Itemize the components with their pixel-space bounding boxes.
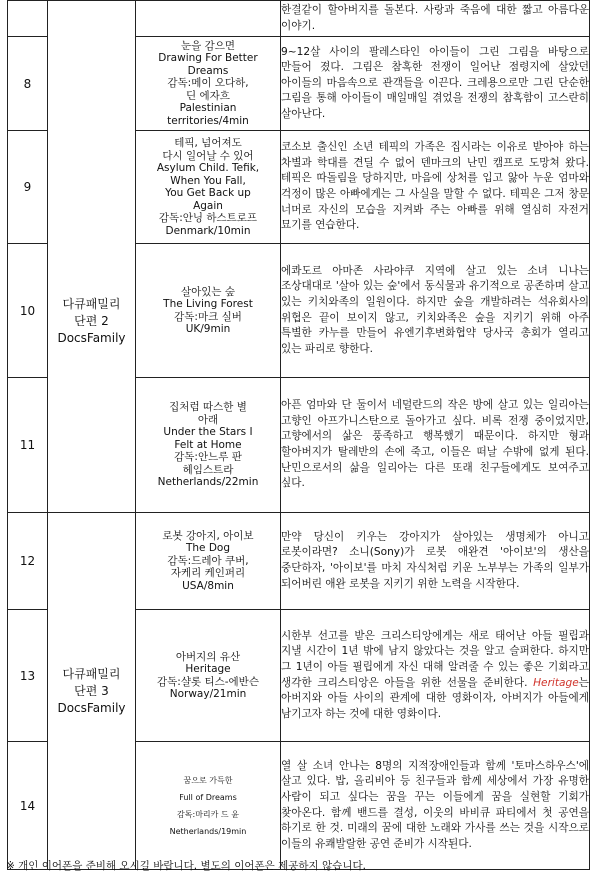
film-title-line: 감독:샬롯 티스-에반슨 bbox=[157, 675, 259, 688]
film-synopsis: 열 살 소녀 안나는 8명의 지적장애인들과 함께 '토마스하우스'에 살고 있다. 밥, 올리비아 등 친구들과 함께 세상에서 가장 유명한 사람이 되고 싶다는 꿈을 꾸는 이들에게 꿈을 실현할 기회가 찾아온다. 함께 밴드를 결성, 이웃의 바비큐 파티에서 첫 공연을 하기로 한 것. 미래의 꿈에 대한 노래와 가사를 쓰는 것을 시작으로 이들의 유쾌발랄한 공연 준비가 시작된다. bbox=[281, 742, 590, 870]
program-row bbox=[8, 513, 590, 610]
program-number: 9 bbox=[8, 131, 48, 244]
program-number bbox=[8, 1, 48, 37]
synopsis-text: 는 아버지와 아들 사이의 관계에 대한 영화이자, 아버지가 아들에게 남기고자 하는 것에 대한 영화이다. bbox=[281, 676, 589, 720]
film-title-line: 감독:드레아 쿠버, bbox=[167, 554, 249, 567]
film-title-line: Under the Stars I bbox=[163, 426, 253, 439]
film-title-cell bbox=[136, 37, 281, 131]
film-title-line: 집처럼 따스한 별 bbox=[169, 401, 247, 414]
film-title-line: Denmark/10min bbox=[165, 224, 251, 237]
category-label: DocsFamily bbox=[57, 700, 126, 715]
program-number: 10 bbox=[8, 244, 48, 378]
film-synopsis: 9~12살 사이의 팔레스타인 아이들이 그린 그림을 바탕으로 만들어 졌다. 그림은 참혹한 전쟁이 일어난 점령지에 살았던 아이들의 마음속으로 관객들을 이끈다. 크레용으로만 그린 단순한 그림을 통해 아이들이 매일매일 겪었을 전쟁의 참혹함이 고스란히 살아난다. bbox=[281, 37, 590, 131]
film-title-cell bbox=[136, 378, 281, 513]
film-title-line: Palestinian bbox=[179, 102, 237, 115]
program-table bbox=[7, 0, 590, 870]
film-title-line: 헤임스트라 bbox=[182, 463, 234, 476]
film-synopsis bbox=[281, 610, 590, 742]
film-title-line: 감독:마리카 드 윤 bbox=[177, 809, 239, 819]
film-title-line: Heritage bbox=[185, 663, 231, 675]
program-number: 13 bbox=[8, 610, 48, 742]
film-title-line: 다시 일어날 수 있어 bbox=[162, 149, 254, 162]
film-title-cell bbox=[136, 131, 281, 244]
film-title-line: 자케리 케인퍼리 bbox=[170, 567, 246, 580]
category-cell bbox=[48, 1, 136, 37]
film-title-line: The Living Forest bbox=[163, 298, 253, 310]
program-row bbox=[8, 131, 590, 244]
film-title-cell bbox=[136, 610, 281, 742]
category-label: 다큐패밀리 bbox=[62, 296, 121, 311]
film-title-cell bbox=[136, 244, 281, 378]
film-title-line: Full of Dreams bbox=[179, 792, 237, 802]
synopsis-text: 시한부 선고를 받은 크리스티앙에게는 새로 태어난 아들 필립과 지낼 시간이 1년 밖에 남지 않았다는 것을 알고 슬퍼한다. 하지만 그 1년이 아들 필립에게 자신 대해 알려줄 수 있는 좋은 기회라고 생각한 크리스티앙은 아들을 위한 선물을 준비한다. bbox=[281, 629, 589, 689]
category-cell bbox=[48, 37, 136, 131]
film-title-line: Asylum Child. Tefik, bbox=[156, 162, 260, 174]
category-label: 단편 3 bbox=[74, 683, 109, 698]
film-title-cell bbox=[136, 513, 281, 610]
category-label: 단편 2 bbox=[74, 313, 109, 328]
film-synopsis: 만약 당신이 키우는 강아지가 살아있는 생명체가 아니고 로봇이라면? 소니(Sony)가 로봇 애완견 '아이보'의 생산을 중단하자, '아이보'를 마치 자식처럼 키운 노부부는 가족의 일부가 되어버린 애완 로봇을 지키기 위한 노력을 시작한다. bbox=[281, 513, 590, 610]
film-title-line: Drawing For Better bbox=[158, 52, 258, 65]
category-label: DocsFamily bbox=[57, 330, 126, 345]
category-label: 다큐패밀리 bbox=[62, 666, 121, 681]
program-number: 14 bbox=[8, 742, 48, 870]
category-cell bbox=[48, 513, 136, 870]
film-synopsis: 코소보 출신인 소년 테픽의 가족은 집시라는 이유로 받아야 하는 차별과 학대를 견딜 수 없어 덴마크의 난민 캠프로 도망쳐 왔다. 테픽은 따돌림을 당하지만, 마음에 상처를 입고 앓아 누운 엄마와 걱정이 많은 아빠에게는 그 사실을 말할 수 없다. 테픽은 그저 창문 너머로 자신의 모습을 지켜봐 주는 아빠를 위해 열심히 자전거 묘기를 연습한다. bbox=[281, 131, 590, 244]
film-title-line: The Dog bbox=[185, 542, 231, 555]
program-row bbox=[8, 1, 590, 37]
program-number: 8 bbox=[8, 37, 48, 131]
film-title-line: 아버지의 유산 bbox=[175, 650, 241, 663]
film-synopsis: 에콰도르 아마존 사라야쿠 지역에 살고 있는 소녀 니나는 조상대대로 '살아 있는 숲'에서 동식물과 유기적으로 공존하며 살고 있는 키치와족의 일원이다. 하지만 숲을 개발하려는 석유회사의 위협은 끝이 보이지 않고, 키치와족은 숲을 지키기 위해 아주 특별한 카누를 만들어 유엔기후변화협약 당사국 총회가 열리고 있는 파리로 향한다. bbox=[281, 244, 590, 378]
film-synopsis: 아픈 엄마와 단 둘이서 네덜란드의 작은 방에 살고 있는 일리아는 고향인 아프가니스탄으로 돌아가고 싶다. 비록 전쟁 중이었지만, 고향에서의 삶은 풍족하고 행복했기 때문이다. 하지만 형과 할아버지가 탈레반의 손에 죽고, 이들은 떠날 수밖에 없게 된다. 난민으로서의 삶을 일리아는 다른 또래 친구들에게도 보여주고 싶다. bbox=[281, 378, 590, 513]
film-title-line: 감독:마크 실버 bbox=[174, 310, 242, 323]
film-title-line: 딘 에자흐 bbox=[186, 89, 230, 102]
category-cell bbox=[48, 131, 136, 513]
film-title-line: 감독:안느루 판 bbox=[174, 451, 242, 464]
film-title-line: Dreams bbox=[187, 64, 229, 77]
earphone-notice: ※ 개인 이어폰을 준비해 오시길 바랍니다. 별도의 이어폰은 제공하지 않습니다. bbox=[6, 860, 366, 872]
film-title-line: 감독:안닝 하스트로프 bbox=[158, 212, 258, 224]
film-title-line: Netherlands/19min bbox=[169, 826, 247, 836]
film-title-line: 꿈으로 가득한 bbox=[183, 775, 233, 785]
film-title-line: Felt at Home bbox=[174, 438, 242, 451]
film-title-line: UK/9min bbox=[185, 323, 231, 335]
program-row bbox=[8, 37, 590, 131]
film-title-line: 감독:메이 오다하, bbox=[167, 77, 249, 90]
program-number: 11 bbox=[8, 378, 48, 513]
film-title-line: Again bbox=[193, 199, 223, 212]
program-number: 12 bbox=[8, 513, 48, 610]
film-title-line: When You Fall, bbox=[170, 174, 246, 187]
film-title-line: 살아있는 숲 bbox=[180, 285, 236, 298]
film-synopsis: 한결같이 할아버지를 돌본다. 사랑과 죽음에 대한 짧고 아름다운 이야기. bbox=[281, 1, 590, 37]
film-title-line: Netherlands/22min bbox=[157, 476, 259, 489]
film-title-line: territories/4min bbox=[167, 114, 249, 127]
film-title-line: You Get Back up bbox=[165, 187, 251, 199]
film-title-line: 로봇 강아지, 아이보 bbox=[162, 529, 254, 542]
film-title-cell bbox=[136, 1, 281, 37]
film-title-cell bbox=[136, 742, 281, 870]
film-title-highlight: Heritage bbox=[533, 676, 579, 689]
film-title-line: 아래 bbox=[197, 413, 219, 426]
film-title-line: 눈을 감으면 bbox=[180, 39, 236, 52]
film-title-line: Norway/21min bbox=[169, 688, 247, 700]
film-title-line: USA/8min bbox=[182, 579, 234, 592]
film-title-line: 테픽, 넘어져도 bbox=[174, 137, 242, 149]
